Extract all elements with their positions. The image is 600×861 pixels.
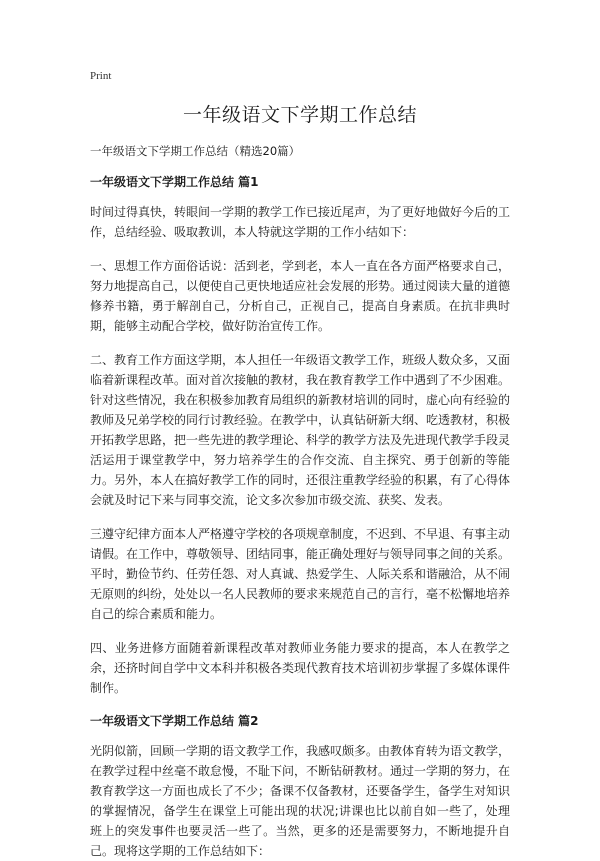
paragraph: 光阴似箭，回顾一学期的语文教学工作，我感叹颇多。由教体育转为语文教学，在教学过程中丝毫不敢怠慢，不耻下问，不断钻研教材。通过一学期的努力，在教育教学这一方面也成长了不少；备课不仅备教材，还要备学生，备学生对知识的掌握情况，备学生在课堂上可能出现的状况;讲课也比以前自如一些了，处理班上的突发事件也要灵活一些了。当然，更多的还是需要努力，不断地提升自己。现将这学期的工作总结如下：: [90, 744, 511, 858]
section-heading: 一年级语文下学期工作总结 篇1: [90, 175, 259, 189]
section-heading: 一年级语文下学期工作总结 篇2: [90, 714, 259, 728]
paragraph: 二、教育工作方面这学期，本人担任一年级语文教学工作，班级人数众多，又面临着新课程改革。面对首次接触的教材，我在教育教学工作中遇到了不少困难。针对这些情况，我在积极参加教育局组织的新教材培训的同时，虚心向有经验的教师及兄弟学校的同行讨教经验。在教学中，认真钻研新大纲、吃透教材，积极开拓教学思路，把一些先进的教学理论、科学的教学方法及先进现代教学手段灵活运用于课堂教学中，努力培养学生的合作交流、自主探究、勇于创新的等能力。另外，本人在搞好教学工作的同时，还很注重教学经验的积累，有了心得体会就及时记下来与同事交流，论文多次参加市级交流、获奖、发表。: [90, 353, 511, 507]
print-label[interactable]: Print: [90, 70, 112, 82]
paragraph: 四、业务进修方面随着新课程改革对教师业务能力要求的提高，本人在教学之余，还挤时间自学中文本科并积极各类现代教育技术培训初步掌握了多媒体课件制作。: [90, 641, 511, 695]
page-title: 一年级语文下学期工作总结: [182, 104, 417, 126]
section-1: [90, 173, 510, 698]
paragraph: 三遵守纪律方面本人严格遵守学校的各项规章制度，不迟到、不早退、有事主动请假。在工作中，尊敬领导、团结同事，能正确处理好与领导同事之间的关系。平时，勤俭节约、任劳任怨、对人真诚、热爱学生、人际关系和谐融洽，从不闹无原则的纠纷，处处以一名人民教师的要求来规范自己的言行，毫不松懈地培养自己的综合素质和能力。: [90, 527, 511, 621]
paragraph: 时间过得真快，转眼间一学期的教学工作已接近尾声，为了更好地做好今后的工作，总结经验、吸取教训，本人特就这学期的工作小结如下：: [90, 205, 511, 239]
section-2: [90, 712, 510, 861]
document-subtitle: 一年级语文下学期工作总结（精选20篇）: [90, 144, 301, 158]
paragraph: 一、思想工作方面俗话说：活到老，学到老，本人一直在各方面严格要求自己，努力地提高自己，以便使自己更快地适应社会发展的形势。通过阅读大量的道德修养书籍，勇于解剖自己，分析自己，正视自己，提高自身素质。在抗非典时期，能够主动配合学校，做好防治宣传工作。: [90, 259, 511, 333]
